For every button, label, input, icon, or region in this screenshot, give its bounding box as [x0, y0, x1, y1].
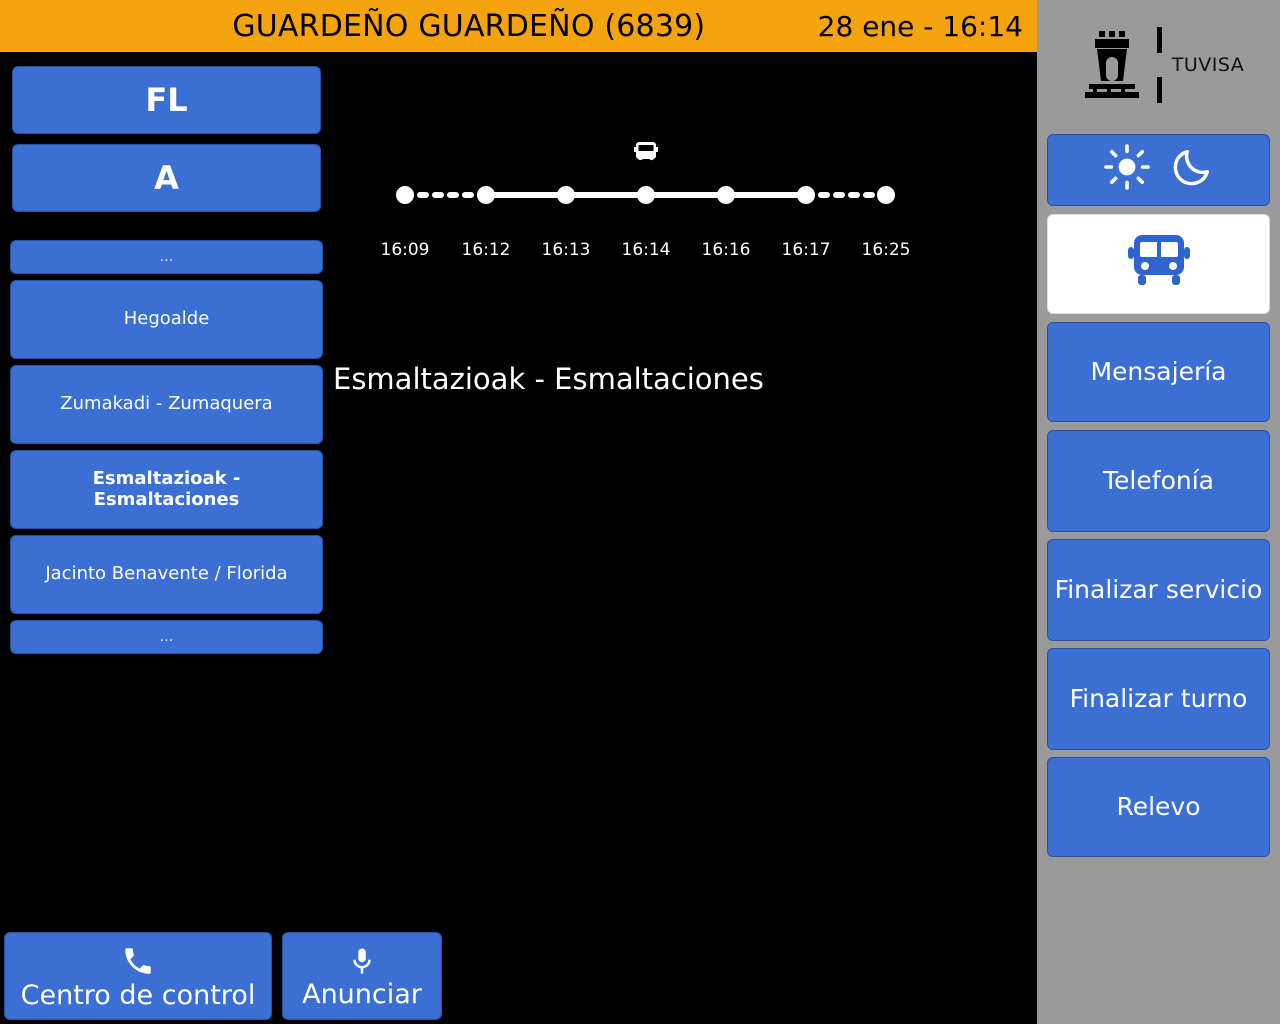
- sidebar: [1037, 0, 1280, 1024]
- timeline-time-current: 16:14: [621, 240, 671, 260]
- timeline-time: 16:13: [541, 240, 591, 260]
- bottom-action-bar: [0, 928, 1037, 1024]
- sidebar-item-finalizar-servicio[interactable]: Finalizar servicio: [1047, 539, 1270, 641]
- list-item[interactable]: …: [10, 240, 323, 274]
- sidebar-item-finalizar-turno[interactable]: Finalizar turno: [1047, 648, 1270, 750]
- route-timeline: [333, 122, 933, 260]
- microphone-icon: [347, 945, 377, 977]
- timeline-time: 16:25: [861, 240, 911, 260]
- clock: 28 ene - 16:14: [817, 9, 1023, 43]
- bus-icon: [634, 142, 658, 160]
- timeline-time: 16:17: [781, 240, 831, 260]
- list-item[interactable]: …: [10, 620, 323, 654]
- control-center-label: Centro de control: [20, 979, 256, 1011]
- logo-bars-icon: [1157, 27, 1162, 103]
- top-bar: [0, 0, 1037, 52]
- control-center-button[interactable]: [4, 932, 272, 1020]
- vehicle-title: GUARDEÑO GUARDEÑO (6839): [232, 8, 706, 44]
- brand: [1037, 0, 1280, 130]
- phone-icon: [121, 944, 155, 978]
- announce-button[interactable]: [282, 932, 442, 1020]
- timeline-time: 16:16: [701, 240, 751, 260]
- moon-icon: [1169, 144, 1215, 196]
- day-night-toggle-button[interactable]: [1047, 134, 1270, 206]
- bus-view-button[interactable]: [1047, 214, 1270, 314]
- timeline-time: 16:09: [380, 240, 430, 260]
- city-crest-icon: [1073, 27, 1147, 103]
- direction-button[interactable]: A: [12, 144, 321, 212]
- sidebar-item-relevo[interactable]: Relevo: [1047, 757, 1270, 857]
- list-item[interactable]: Jacinto Benavente / Florida: [10, 535, 323, 614]
- main-panel: [0, 52, 1037, 1024]
- sun-icon: [1103, 143, 1151, 197]
- sidebar-item-mensajeria[interactable]: Mensajería: [1047, 322, 1270, 422]
- line-block: [12, 66, 321, 222]
- list-item-current-stop[interactable]: Esmaltazioak - Esmaltaciones: [10, 450, 323, 529]
- announce-label: Anunciar: [302, 978, 422, 1010]
- list-item[interactable]: Hegoalde: [10, 280, 323, 359]
- current-stop-name: Esmaltazioak - Esmaltaciones: [333, 362, 764, 396]
- brand-name: TUVISA: [1171, 54, 1245, 76]
- sidebar-item-telefonia[interactable]: Telefonía: [1047, 430, 1270, 532]
- timeline-labels: [333, 240, 933, 262]
- list-item[interactable]: Zumakadi - Zumaquera: [10, 365, 323, 444]
- timeline-time: 16:12: [461, 240, 511, 260]
- timeline-graphic: [333, 122, 933, 242]
- bus-icon: [1128, 233, 1190, 295]
- line-button[interactable]: FL: [12, 66, 321, 134]
- stop-list: [10, 240, 323, 660]
